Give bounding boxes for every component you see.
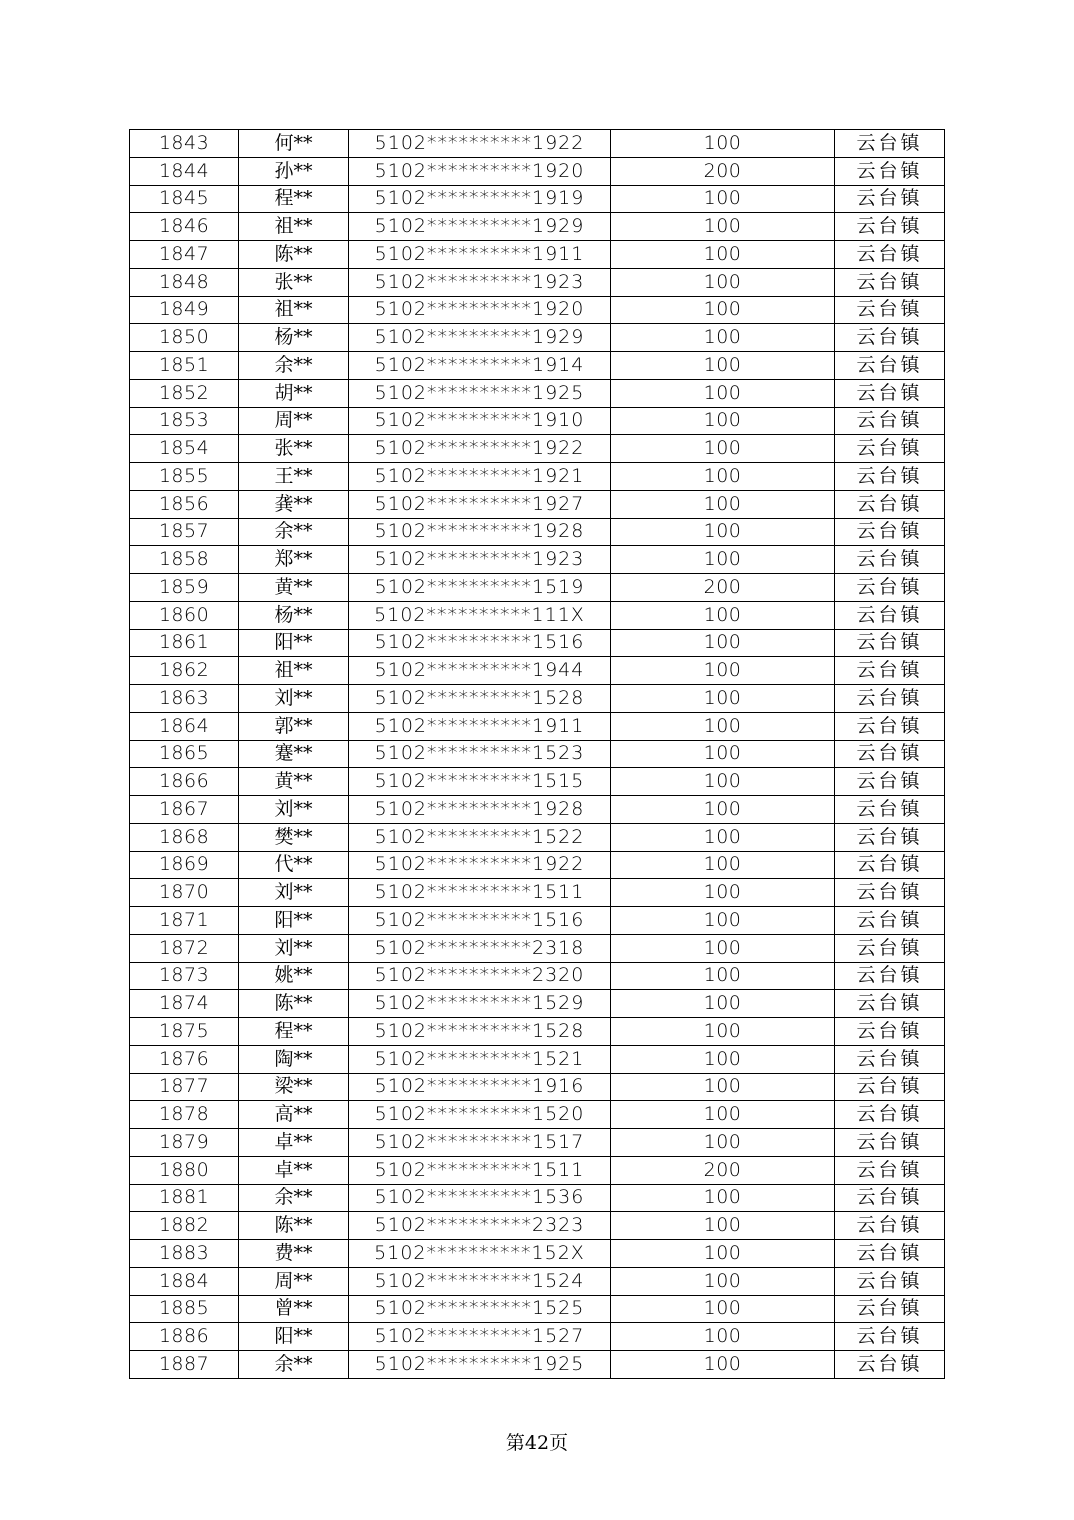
table-row: [130, 407, 945, 435]
table-row: [130, 324, 945, 352]
page-number: 第42页: [505, 1432, 569, 1454]
serial-number-cell: 1868: [130, 823, 239, 851]
id-number-cell: 5102**********1927: [349, 490, 611, 518]
table-row: [130, 490, 945, 518]
table-row: [130, 296, 945, 324]
town-cell: 云台镇: [835, 213, 945, 241]
amount-cell: 100: [611, 796, 835, 824]
table-row: [130, 379, 945, 407]
id-number-cell: 5102**********1923: [349, 268, 611, 296]
serial-number-cell: 1886: [130, 1323, 239, 1351]
amount-cell: 100: [611, 712, 835, 740]
amount-cell: 100: [611, 1184, 835, 1212]
id-number-cell: 5102**********1522: [349, 823, 611, 851]
table-body: [130, 130, 945, 1379]
name-cell: 余**: [239, 352, 349, 380]
serial-number-cell: 1872: [130, 934, 239, 962]
id-number-cell: 5102**********1914: [349, 352, 611, 380]
town-cell: 云台镇: [835, 657, 945, 685]
id-number-cell: 5102**********2320: [349, 962, 611, 990]
town-cell: 云台镇: [835, 546, 945, 574]
serial-number-cell: 1875: [130, 1018, 239, 1046]
serial-number-cell: 1855: [130, 463, 239, 491]
name-cell: 蹇**: [239, 740, 349, 768]
serial-number-cell: 1869: [130, 851, 239, 879]
serial-number-cell: 1843: [130, 130, 239, 158]
serial-number-cell: 1852: [130, 379, 239, 407]
town-cell: 云台镇: [835, 185, 945, 213]
town-cell: 云台镇: [835, 157, 945, 185]
amount-cell: 100: [611, 934, 835, 962]
table-row: [130, 823, 945, 851]
id-number-cell: 5102**********1528: [349, 685, 611, 713]
id-number-cell: 5102**********1910: [349, 407, 611, 435]
name-cell: 刘**: [239, 934, 349, 962]
amount-cell: 100: [611, 324, 835, 352]
town-cell: 云台镇: [835, 296, 945, 324]
serial-number-cell: 1873: [130, 962, 239, 990]
name-cell: 高**: [239, 1101, 349, 1129]
id-number-cell: 5102**********1920: [349, 157, 611, 185]
serial-number-cell: 1884: [130, 1267, 239, 1295]
table-row: [130, 907, 945, 935]
serial-number-cell: 1878: [130, 1101, 239, 1129]
serial-number-cell: 1854: [130, 435, 239, 463]
amount-cell: 100: [611, 851, 835, 879]
table-row: [130, 629, 945, 657]
table-row: [130, 1323, 945, 1351]
id-number-cell: 5102**********1517: [349, 1129, 611, 1157]
serial-number-cell: 1861: [130, 629, 239, 657]
town-cell: 云台镇: [835, 851, 945, 879]
table-row: [130, 990, 945, 1018]
id-number-cell: 5102**********1515: [349, 768, 611, 796]
serial-number-cell: 1856: [130, 490, 239, 518]
name-cell: 余**: [239, 1351, 349, 1379]
amount-cell: 100: [611, 518, 835, 546]
amount-cell: 100: [611, 379, 835, 407]
serial-number-cell: 1864: [130, 712, 239, 740]
name-cell: 阳**: [239, 1323, 349, 1351]
table-row: [130, 1101, 945, 1129]
serial-number-cell: 1844: [130, 157, 239, 185]
id-number-cell: 5102**********1527: [349, 1323, 611, 1351]
town-cell: 云台镇: [835, 1295, 945, 1323]
serial-number-cell: 1847: [130, 241, 239, 269]
amount-cell: 100: [611, 879, 835, 907]
name-cell: 阳**: [239, 907, 349, 935]
table-row: [130, 157, 945, 185]
table-row: [130, 1295, 945, 1323]
table-row: [130, 1184, 945, 1212]
amount-cell: 100: [611, 1073, 835, 1101]
id-number-cell: 5102**********1920: [349, 296, 611, 324]
table-row: [130, 685, 945, 713]
town-cell: 云台镇: [835, 823, 945, 851]
amount-cell: 100: [611, 1351, 835, 1379]
id-number-cell: 5102**********1922: [349, 435, 611, 463]
town-cell: 云台镇: [835, 1184, 945, 1212]
name-cell: 陈**: [239, 1212, 349, 1240]
id-number-cell: 5102**********1529: [349, 990, 611, 1018]
town-cell: 云台镇: [835, 1212, 945, 1240]
town-cell: 云台镇: [835, 352, 945, 380]
amount-cell: 100: [611, 1018, 835, 1046]
serial-number-cell: 1876: [130, 1045, 239, 1073]
town-cell: 云台镇: [835, 740, 945, 768]
town-cell: 云台镇: [835, 629, 945, 657]
serial-number-cell: 1877: [130, 1073, 239, 1101]
town-cell: 云台镇: [835, 712, 945, 740]
id-number-cell: 5102**********1911: [349, 241, 611, 269]
id-number-cell: 5102**********1511: [349, 879, 611, 907]
name-cell: 卓**: [239, 1156, 349, 1184]
id-number-cell: 5102**********152X: [349, 1240, 611, 1268]
id-number-cell: 5102**********1519: [349, 574, 611, 602]
serial-number-cell: 1857: [130, 518, 239, 546]
id-number-cell: 5102**********1919: [349, 185, 611, 213]
table-row: [130, 851, 945, 879]
serial-number-cell: 1883: [130, 1240, 239, 1268]
table-row: [130, 352, 945, 380]
amount-cell: 100: [611, 130, 835, 158]
name-cell: 樊**: [239, 823, 349, 851]
name-cell: 程**: [239, 185, 349, 213]
id-number-cell: 5102**********1944: [349, 657, 611, 685]
id-number-cell: 5102**********1925: [349, 1351, 611, 1379]
amount-cell: 100: [611, 1212, 835, 1240]
id-number-cell: 5102**********1921: [349, 463, 611, 491]
name-cell: 阳**: [239, 629, 349, 657]
name-cell: 杨**: [239, 601, 349, 629]
town-cell: 云台镇: [835, 990, 945, 1018]
table-row: [130, 463, 945, 491]
amount-cell: 100: [611, 1323, 835, 1351]
serial-number-cell: 1866: [130, 768, 239, 796]
serial-number-cell: 1850: [130, 324, 239, 352]
id-number-cell: 5102**********2323: [349, 1212, 611, 1240]
town-cell: 云台镇: [835, 1045, 945, 1073]
id-number-cell: 5102**********1922: [349, 851, 611, 879]
serial-number-cell: 1870: [130, 879, 239, 907]
town-cell: 云台镇: [835, 768, 945, 796]
amount-cell: 100: [611, 823, 835, 851]
name-cell: 郭**: [239, 712, 349, 740]
amount-cell: 200: [611, 157, 835, 185]
amount-cell: 100: [611, 685, 835, 713]
name-cell: 黄**: [239, 574, 349, 602]
name-cell: 陈**: [239, 241, 349, 269]
serial-number-cell: 1879: [130, 1129, 239, 1157]
serial-number-cell: 1887: [130, 1351, 239, 1379]
amount-cell: 100: [611, 407, 835, 435]
name-cell: 祖**: [239, 657, 349, 685]
name-cell: 卓**: [239, 1129, 349, 1157]
table-row: [130, 934, 945, 962]
table-row: [130, 241, 945, 269]
serial-number-cell: 1874: [130, 990, 239, 1018]
table-row: [130, 1240, 945, 1268]
id-number-cell: 5102**********1928: [349, 518, 611, 546]
serial-number-cell: 1871: [130, 907, 239, 935]
name-cell: 周**: [239, 1267, 349, 1295]
table-row: [130, 1212, 945, 1240]
amount-cell: 100: [611, 185, 835, 213]
name-cell: 姚**: [239, 962, 349, 990]
table-row: [130, 879, 945, 907]
id-number-cell: 5102**********1521: [349, 1045, 611, 1073]
amount-cell: 100: [611, 463, 835, 491]
name-cell: 刘**: [239, 879, 349, 907]
table-row: [130, 130, 945, 158]
table-row: [130, 546, 945, 574]
amount-cell: 100: [611, 1101, 835, 1129]
serial-number-cell: 1880: [130, 1156, 239, 1184]
serial-number-cell: 1865: [130, 740, 239, 768]
town-cell: 云台镇: [835, 907, 945, 935]
id-number-cell: 5102**********1916: [349, 1073, 611, 1101]
amount-cell: 100: [611, 1240, 835, 1268]
id-number-cell: 5102**********1525: [349, 1295, 611, 1323]
name-cell: 代**: [239, 851, 349, 879]
table-row: [130, 185, 945, 213]
id-number-cell: 5102**********1925: [349, 379, 611, 407]
name-cell: 刘**: [239, 685, 349, 713]
name-cell: 王**: [239, 463, 349, 491]
table-row: [130, 740, 945, 768]
amount-cell: 100: [611, 296, 835, 324]
name-cell: 胡**: [239, 379, 349, 407]
town-cell: 云台镇: [835, 685, 945, 713]
amount-cell: 100: [611, 907, 835, 935]
name-cell: 黄**: [239, 768, 349, 796]
town-cell: 云台镇: [835, 268, 945, 296]
serial-number-cell: 1882: [130, 1212, 239, 1240]
serial-number-cell: 1851: [130, 352, 239, 380]
town-cell: 云台镇: [835, 574, 945, 602]
amount-cell: 200: [611, 1156, 835, 1184]
id-number-cell: 5102**********111X: [349, 601, 611, 629]
serial-number-cell: 1853: [130, 407, 239, 435]
amount-cell: 100: [611, 1129, 835, 1157]
amount-cell: 100: [611, 546, 835, 574]
town-cell: 云台镇: [835, 796, 945, 824]
name-cell: 张**: [239, 435, 349, 463]
amount-cell: 100: [611, 435, 835, 463]
id-number-cell: 5102**********1922: [349, 130, 611, 158]
id-number-cell: 5102**********1523: [349, 740, 611, 768]
serial-number-cell: 1863: [130, 685, 239, 713]
amount-cell: 100: [611, 990, 835, 1018]
amount-cell: 100: [611, 1295, 835, 1323]
town-cell: 云台镇: [835, 934, 945, 962]
name-cell: 孙**: [239, 157, 349, 185]
amount-cell: 100: [611, 601, 835, 629]
table-row: [130, 1045, 945, 1073]
town-cell: 云台镇: [835, 241, 945, 269]
name-cell: 郑**: [239, 546, 349, 574]
town-cell: 云台镇: [835, 324, 945, 352]
table-row: [130, 796, 945, 824]
serial-number-cell: 1848: [130, 268, 239, 296]
table-row: [130, 574, 945, 602]
town-cell: 云台镇: [835, 1018, 945, 1046]
table-row: [130, 268, 945, 296]
name-cell: 杨**: [239, 324, 349, 352]
id-number-cell: 5102**********1929: [349, 213, 611, 241]
subsidy-table: [129, 129, 945, 1379]
amount-cell: 100: [611, 962, 835, 990]
table-row: [130, 435, 945, 463]
serial-number-cell: 1849: [130, 296, 239, 324]
id-number-cell: 5102**********1928: [349, 796, 611, 824]
name-cell: 费**: [239, 1240, 349, 1268]
table-row: [130, 657, 945, 685]
amount-cell: 100: [611, 241, 835, 269]
town-cell: 云台镇: [835, 601, 945, 629]
name-cell: 刘**: [239, 796, 349, 824]
name-cell: 余**: [239, 518, 349, 546]
name-cell: 周**: [239, 407, 349, 435]
table-row: [130, 1267, 945, 1295]
name-cell: 陈**: [239, 990, 349, 1018]
id-number-cell: 5102**********1516: [349, 629, 611, 657]
table-row: [130, 518, 945, 546]
table-row: [130, 1018, 945, 1046]
amount-cell: 100: [611, 268, 835, 296]
serial-number-cell: 1862: [130, 657, 239, 685]
table-row: [130, 768, 945, 796]
table-row: [130, 962, 945, 990]
amount-cell: 100: [611, 490, 835, 518]
name-cell: 张**: [239, 268, 349, 296]
name-cell: 余**: [239, 1184, 349, 1212]
serial-number-cell: 1881: [130, 1184, 239, 1212]
town-cell: 云台镇: [835, 1240, 945, 1268]
serial-number-cell: 1885: [130, 1295, 239, 1323]
town-cell: 云台镇: [835, 518, 945, 546]
name-cell: 梁**: [239, 1073, 349, 1101]
town-cell: 云台镇: [835, 1323, 945, 1351]
id-number-cell: 5102**********1536: [349, 1184, 611, 1212]
town-cell: 云台镇: [835, 435, 945, 463]
id-number-cell: 5102**********1511: [349, 1156, 611, 1184]
table-row: [130, 213, 945, 241]
town-cell: 云台镇: [835, 407, 945, 435]
table-row: [130, 712, 945, 740]
town-cell: 云台镇: [835, 379, 945, 407]
amount-cell: 100: [611, 740, 835, 768]
name-cell: 龚**: [239, 490, 349, 518]
town-cell: 云台镇: [835, 1129, 945, 1157]
serial-number-cell: 1859: [130, 574, 239, 602]
id-number-cell: 5102**********1520: [349, 1101, 611, 1129]
id-number-cell: 5102**********1528: [349, 1018, 611, 1046]
serial-number-cell: 1846: [130, 213, 239, 241]
name-cell: 陶**: [239, 1045, 349, 1073]
town-cell: 云台镇: [835, 130, 945, 158]
town-cell: 云台镇: [835, 1351, 945, 1379]
town-cell: 云台镇: [835, 1101, 945, 1129]
id-number-cell: 5102**********1516: [349, 907, 611, 935]
table-row: [130, 1351, 945, 1379]
town-cell: 云台镇: [835, 962, 945, 990]
town-cell: 云台镇: [835, 1267, 945, 1295]
amount-cell: 100: [611, 1267, 835, 1295]
amount-cell: 100: [611, 213, 835, 241]
name-cell: 程**: [239, 1018, 349, 1046]
amount-cell: 200: [611, 574, 835, 602]
id-number-cell: 5102**********1929: [349, 324, 611, 352]
town-cell: 云台镇: [835, 490, 945, 518]
amount-cell: 100: [611, 768, 835, 796]
serial-number-cell: 1845: [130, 185, 239, 213]
id-number-cell: 5102**********1524: [349, 1267, 611, 1295]
town-cell: 云台镇: [835, 879, 945, 907]
id-number-cell: 5102**********1911: [349, 712, 611, 740]
name-cell: 祖**: [239, 213, 349, 241]
name-cell: 曾**: [239, 1295, 349, 1323]
id-number-cell: 5102**********2318: [349, 934, 611, 962]
table-row: [130, 1129, 945, 1157]
id-number-cell: 5102**********1923: [349, 546, 611, 574]
name-cell: 何**: [239, 130, 349, 158]
serial-number-cell: 1867: [130, 796, 239, 824]
amount-cell: 100: [611, 352, 835, 380]
serial-number-cell: 1860: [130, 601, 239, 629]
table-row: [130, 1156, 945, 1184]
town-cell: 云台镇: [835, 463, 945, 491]
town-cell: 云台镇: [835, 1073, 945, 1101]
name-cell: 祖**: [239, 296, 349, 324]
amount-cell: 100: [611, 629, 835, 657]
serial-number-cell: 1858: [130, 546, 239, 574]
town-cell: 云台镇: [835, 1156, 945, 1184]
table-row: [130, 1073, 945, 1101]
amount-cell: 100: [611, 657, 835, 685]
table-row: [130, 601, 945, 629]
amount-cell: 100: [611, 1045, 835, 1073]
